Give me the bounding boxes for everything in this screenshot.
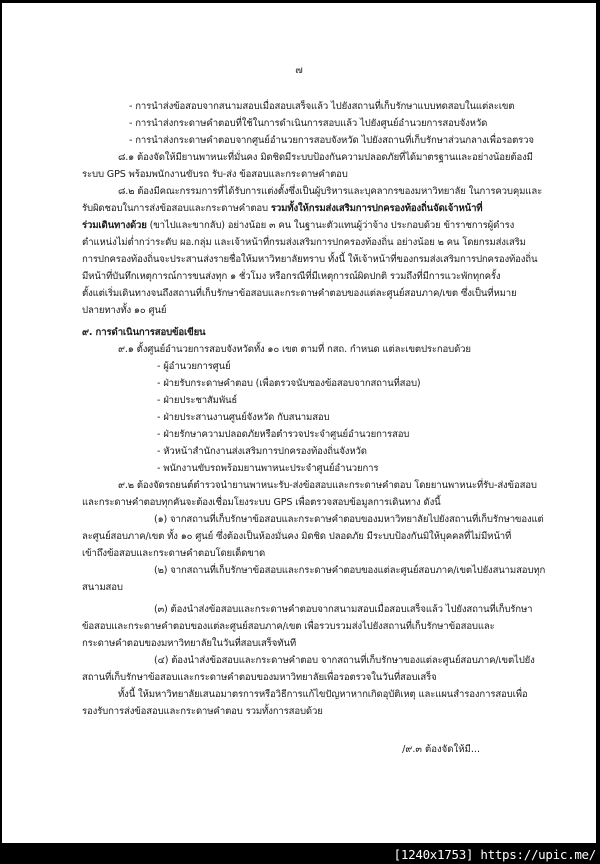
section-8-2-line: ๘.๒ ต้องมีคณะกรรมการที่ได้รับการแต่งตั้งซึ่งเป็นผู้บริหารและบุคลากรของมหาวิทยาลัย ในการควบคุมและ bbox=[118, 186, 543, 197]
item-2-line: สนามสอบ bbox=[82, 582, 123, 593]
document-page bbox=[2, 3, 596, 843]
section-9-heading: ๙. การดำเนินการสอบข้อเขียน bbox=[82, 327, 206, 338]
section-8-2-line: ตำแหน่งไม่ต่ำกว่าระดับ ผอ.กลุ่ม และเจ้าหน้าที่กรมส่งเสริมการปกครองท้องถิ่น อย่างน้อย ๒ คน โดยกรมส่งเสริม bbox=[82, 237, 526, 248]
section-8-2-line bbox=[82, 200, 522, 217]
list-item: - ฝ่ายรับกระดาษคำตอบ (เพื่อตรวจนับซองข้อสอบจากสถานที่สอบ) bbox=[157, 378, 421, 389]
text-normal: รับผิดชอบในการส่งข้อสอบและกระดาษคำตอบ bbox=[82, 203, 271, 214]
closing-line: ทั้งนี้ ให้มหาวิทยาลัยเสนอมาตรการหรือวิธีการแก้ไขปัญหาหากเกิดอุบัติเหตุ และแผนสำรองการสอบเพื่อ bbox=[118, 689, 528, 700]
section-8-2-line: การปกครองท้องถิ่นจะประสานส่งรายชื่อให้มหาวิทยาลัยทราบ ทั้งนี้ ให้เจ้าหน้าที่ของกรมส่งเสริมการปกครองท้องถิ่น bbox=[82, 254, 538, 265]
list-item: - ฝ่ายประชาสัมพันธ์ bbox=[157, 395, 238, 406]
item-3-line: ข้อสอบและกระดาษคำตอบของแต่ละศูนย์สอบภาค/เขต เพื่อรวบรวมส่งไปยังสถานที่เก็บรักษาข้อสอบและ bbox=[82, 621, 495, 632]
list-item: - ผู้อำนวยการศูนย์ bbox=[157, 361, 231, 372]
list-item: - พนักงานขับรถพร้อมยานพาหนะประจำศูนย์อำนวยการ bbox=[157, 463, 379, 474]
section-8-1-line: ระบบ GPS พร้อมพนักงานขับรถ รับ-ส่ง ข้อสอบและกระดาษคำตอบ bbox=[82, 169, 348, 180]
continue-note: /๙.๓ ต้องจัดให้มี... bbox=[402, 744, 480, 755]
section-8-2-line: ปลายทางทั้ง ๑๐ ศูนย์ bbox=[82, 305, 167, 316]
item-1-line: ละศูนย์สอบภาค/เขต ทั้ง ๑๐ ศูนย์ ซึ่งต้องเป็นห้องมั่นคง มิดชิด ปลอดภัย มีระบบป้องกันมิให้บุคคลที่ไม่มีหน้าที่ bbox=[82, 531, 512, 542]
section-9-2-line: และกระดาษคำตอบทุกคันจะต้องเชื่อมโยงระบบ GPS เพื่อตรวจสอบข้อมูลการเดินทาง ดังนี้ bbox=[82, 497, 441, 508]
section-8-2-line bbox=[82, 217, 522, 234]
image-info-bar bbox=[0, 843, 600, 864]
document-body bbox=[82, 98, 546, 720]
page-number: ๗ bbox=[295, 65, 303, 76]
text-bold: รวมทั้งให้กรมส่งเสริมการปกครองท้องถิ่นจัดเจ้าหน้าที่ bbox=[270, 203, 483, 214]
image-size-url-label: [1240x1753] https://upic.me/ bbox=[393, 847, 596, 862]
text-normal: (ขาไปและขากลับ) อย่างน้อย ๓ คน ในฐานะตัวแทนผู้ว่าจ้าง ประกอบด้วย ข้าราชการผู้ดำรง bbox=[146, 220, 515, 231]
list-item: - หัวหน้าสำนักงานส่งเสริมการปกครองท้องถิ่นจังหวัด bbox=[157, 446, 367, 457]
list-item: - ฝ่ายรักษาความปลอดภัยหรือตำรวจประจำศูนย์อำนวยการสอบ bbox=[157, 429, 410, 440]
section-9-1-line: ๙.๑ ตั้งศูนย์อำนวยการสอบจังหวัดทั้ง ๑๐ เขต ตามที่ กสถ. กำหนด แต่ละเขตประกอบด้วย bbox=[118, 344, 471, 355]
item-3-line: กระดาษคำตอบของมหาวิทยาลัยในวันที่สอบเสร็จทันที bbox=[82, 638, 296, 649]
item-1-line: (๑) จากสถานที่เก็บรักษาข้อสอบและกระดาษคำตอบของมหาวิทยาลัยไปยังสถานที่เก็บรักษาของแต่ bbox=[154, 514, 544, 525]
bullet-item: - การนำส่งกระดาษคำตอบจากศูนย์อำนวยการสอบจังหวัด ไปยังสถานที่เก็บรักษาส่วนกลางเพื่อรอตรวจ bbox=[129, 135, 534, 146]
item-1-line: เข้าถึงข้อสอบและกระดาษคำตอบโดยเด็ดขาด bbox=[82, 548, 266, 559]
bullet-item: - การนำส่งข้อสอบจากสนามสอบเมื่อสอบเสร็จแล้ว ไปยังสถานที่เก็บรักษาแบบทดสอบในแต่ละเขต bbox=[129, 101, 515, 112]
bullet-item: - การนำส่งกระดาษคำตอบที่ใช้ในการดำเนินการสอบแล้ว ไปยังศูนย์อำนวยการสอบจังหวัด bbox=[129, 118, 488, 129]
list-item: - ฝ่ายประสานงานศูนย์จังหวัด กับสนามสอบ bbox=[157, 412, 330, 423]
section-8-1-line: ๘.๑ ต้องจัดให้มียานพาหนะที่มั่นคง มิดชิดมีระบบป้องกันความปลอดภัยที่ได้มาตรฐานและอย่างน้อยต้องมี bbox=[118, 152, 533, 163]
section-9-2-line: ๙.๒ ต้องจัดรถยนต์ตำรวจนำยานพาหนะรับ-ส่งข้อสอบและกระดาษคำตอบ โดยยานพาหนะที่รับ-ส่งข้อสอบ bbox=[118, 480, 537, 491]
section-8-2-line: มีหน้าที่บันทึกเหตุการณ์การขนส่งทุก ๑ ชั่วโมง หรือกรณีที่มีเหตุการณ์ผิดปกติ รวมถึงที่มีการแวะพักทุกครั้ง bbox=[82, 271, 501, 282]
item-3-line: (๓) ต้องนำส่งข้อสอบและกระดาษคำตอบจากสนามสอบเมื่อสอบเสร็จแล้ว ไปยังสถานที่เก็บรักษา bbox=[154, 604, 533, 615]
item-4-line: (๔) ต้องนำส่งข้อสอบและกระดาษคำตอบ จากสถานที่เก็บรักษาของแต่ละศูนย์สอบภาค/เขตไปยัง bbox=[154, 655, 535, 666]
closing-line: รองรับการส่งข้อสอบและกระดาษคำตอบ รวมทั้งการสอบด้วย bbox=[82, 706, 323, 717]
section-8-2-line: ตั้งแต่เริ่มเดินทางจนถึงสถานที่เก็บรักษาข้อสอบและกระดาษคำตอบของแต่ละศูนย์สอบภาค/เขต ซึ่งเป็นที่หมาย bbox=[82, 288, 517, 299]
item-4-line: สถานที่เก็บรักษาข้อสอบและกระดาษคำตอบของมหาวิทยาลัยเพื่อรอตรวจในวันที่สอบเสร็จ bbox=[82, 672, 437, 683]
text-bold: ร่วมเดินทางด้วย bbox=[82, 220, 147, 231]
item-2-line: (๒) จากสถานที่เก็บรักษาข้อสอบและกระดาษคำตอบของแต่ละศูนย์สอบภาค/เขตไปยังสนามสอบทุก bbox=[154, 565, 546, 576]
